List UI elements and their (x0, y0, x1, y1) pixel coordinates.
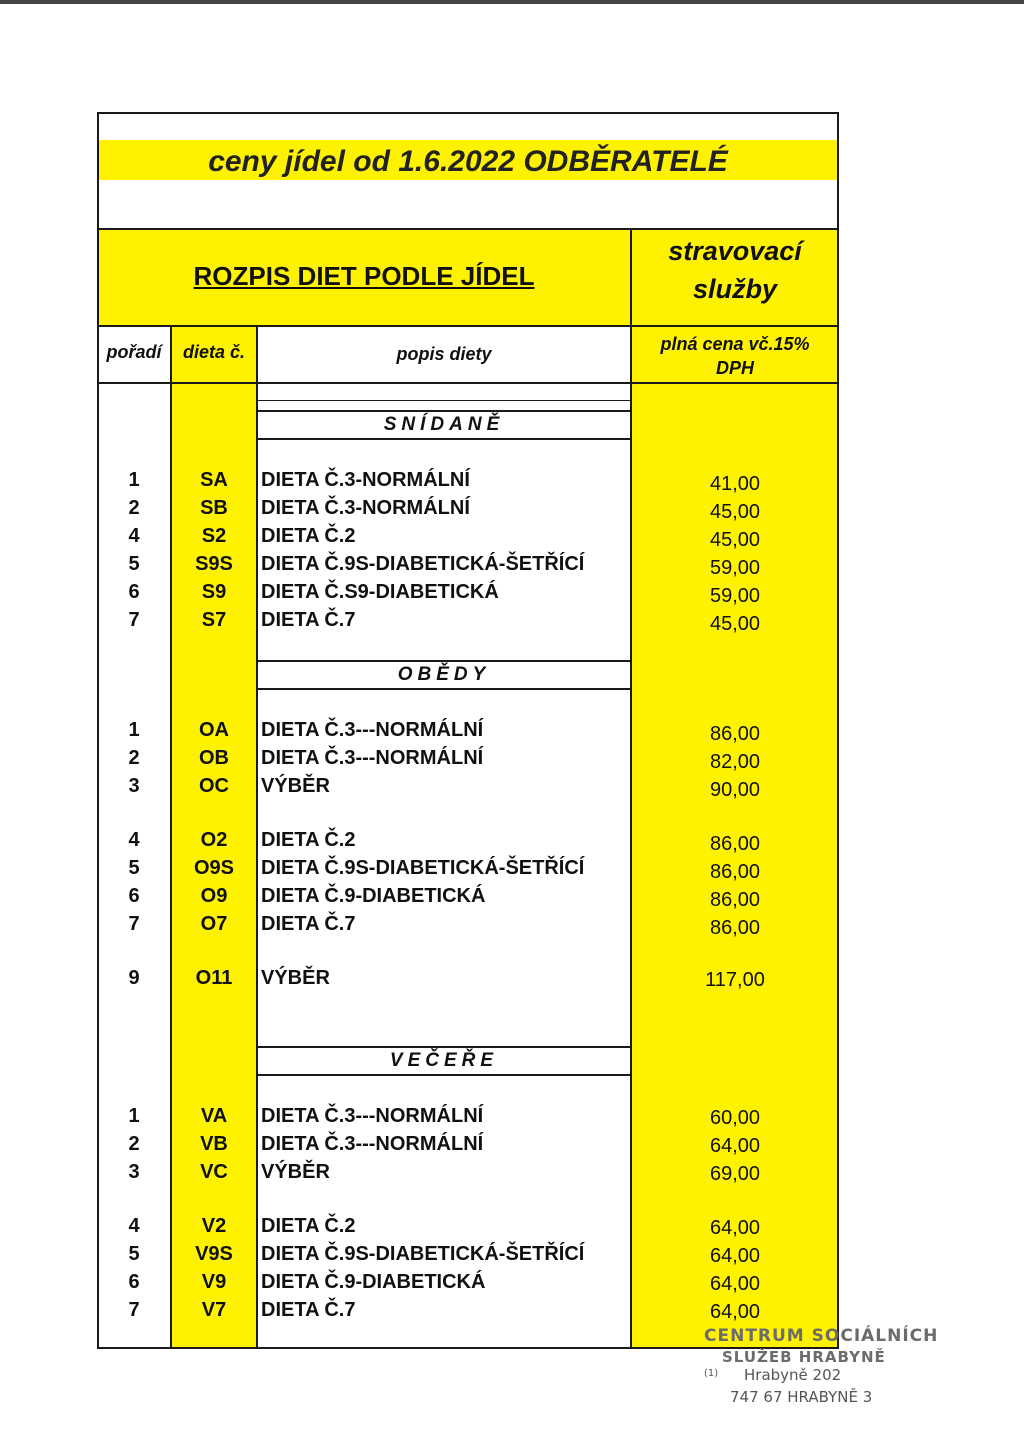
table-row (98, 854, 838, 882)
document-title: ceny jídel od 1.6.2022 ODBĚRATELÉ (208, 145, 728, 178)
row-order: 5 (128, 857, 140, 879)
row-price: 64,00 (709, 1301, 761, 1323)
row-price: 45,00 (709, 529, 761, 551)
row-price: 86,00 (709, 917, 761, 939)
stamp-line-3: Hrabyně 202 (744, 1366, 842, 1384)
row-price: 59,00 (709, 585, 761, 607)
row-description: DIETA Č.9-DIABETICKÁ (261, 1271, 486, 1293)
row-order: 2 (128, 747, 140, 769)
table-row (98, 964, 838, 992)
row-diet-code: VC (200, 1161, 228, 1183)
table-row (98, 1268, 838, 1296)
row-diet-code: SB (200, 497, 228, 519)
row-order: 6 (128, 581, 140, 603)
row-description: DIETA Č.2 (261, 829, 356, 851)
row-price: 59,00 (709, 557, 761, 579)
row-description: DIETA Č.9S-DIABETICKÁ-ŠETŘÍCÍ (261, 1243, 585, 1265)
row-price: 64,00 (709, 1273, 761, 1295)
row-diet-code: O7 (200, 913, 228, 935)
row-description: DIETA Č.7 (261, 913, 356, 935)
row-diet-code: O9S (193, 857, 235, 879)
row-description: DIETA Č.7 (261, 609, 356, 631)
row-order: 9 (128, 967, 140, 989)
row-price: 64,00 (709, 1135, 761, 1157)
section-label-dinner: VEČEŘE (389, 1050, 499, 1071)
table-row (98, 466, 838, 494)
row-order: 6 (128, 1271, 140, 1293)
row-description: DIETA Č.7 (261, 1299, 356, 1321)
table-row (98, 1240, 838, 1268)
row-description: DIETA Č.3-NORMÁLNÍ (261, 497, 470, 519)
row-order: 1 (128, 469, 140, 491)
row-diet-code: OC (199, 775, 229, 797)
row-price: 45,00 (709, 501, 761, 523)
row-description: DIETA Č.2 (261, 1215, 356, 1237)
table-row (98, 772, 838, 800)
row-price: 82,00 (709, 751, 761, 773)
row-description: DIETA Č.9S-DIABETICKÁ-ŠETŘÍCÍ (261, 857, 585, 879)
row-order: 7 (128, 1299, 140, 1321)
row-description: DIETA Č.3---NORMÁLNÍ (261, 719, 484, 741)
row-description: DIETA Č.3---NORMÁLNÍ (261, 1105, 484, 1127)
row-diet-code: O9 (200, 885, 228, 907)
row-order: 5 (128, 553, 140, 575)
row-price: 60,00 (709, 1107, 761, 1129)
table-border-top (97, 112, 839, 114)
row-price: 86,00 (709, 889, 761, 911)
row-description: VÝBĚR (261, 1161, 330, 1183)
section-box-line (256, 688, 632, 690)
row-order: 2 (128, 497, 140, 519)
divider-title (97, 228, 839, 230)
row-order: 4 (128, 829, 140, 851)
row-diet-code: S9S (195, 553, 233, 575)
divider-colheader (97, 382, 839, 384)
row-order: 2 (128, 1133, 140, 1155)
column-header-description: popis diety (396, 344, 492, 364)
row-price: 64,00 (709, 1245, 761, 1267)
table-row (98, 550, 838, 578)
divider-header (97, 325, 839, 327)
row-diet-code: OB (199, 747, 229, 769)
catering-heading: stravovací služby (668, 236, 802, 304)
table-row (98, 744, 838, 772)
row-price: 86,00 (709, 861, 761, 883)
row-order: 7 (128, 913, 140, 935)
row-order: 3 (128, 775, 140, 797)
row-price: 64,00 (709, 1217, 761, 1239)
row-order: 4 (128, 525, 140, 547)
row-description: DIETA Č.9-DIABETICKÁ (261, 885, 486, 907)
row-order: 6 (128, 885, 140, 907)
column-header-order: pořadí (106, 342, 162, 362)
row-price: 117,00 (705, 969, 765, 991)
row-description: VÝBĚR (261, 775, 330, 797)
row-price: 45,00 (709, 613, 761, 635)
section-label-lunch: OBĚDY (397, 664, 491, 685)
row-diet-code: SA (200, 469, 228, 491)
row-diet-code: V2 (201, 1215, 227, 1237)
stamp-line-1: CENTRUM SOCIÁLNÍCH (704, 1326, 939, 1346)
stamp-line-4: 747 67 HRABYNĚ 3 (730, 1388, 873, 1406)
table-row (98, 522, 838, 550)
table-row (98, 1296, 838, 1324)
row-description: DIETA Č.S9-DIABETICKÁ (261, 581, 499, 603)
table-heading: ROZPIS DIET PODLE JÍDEL (193, 261, 535, 291)
table-row (98, 716, 838, 744)
row-order: 4 (128, 1215, 140, 1237)
row-diet-code: O11 (195, 967, 233, 989)
row-price: 41,00 (709, 473, 761, 495)
table-row (98, 606, 838, 634)
table-row (98, 1212, 838, 1240)
row-diet-code: V9S (195, 1243, 233, 1265)
row-diet-code: O2 (200, 829, 228, 851)
row-diet-code: OA (199, 719, 229, 741)
row-description: DIETA Č.9S-DIABETICKÁ-ŠETŘÍCÍ (261, 553, 585, 575)
table-row (98, 882, 838, 910)
row-diet-code: VB (200, 1133, 228, 1155)
table-row (98, 1158, 838, 1186)
row-order: 7 (128, 609, 140, 631)
stamp-line-2: SLUŽEB HRABYNĚ (722, 1348, 886, 1366)
row-price: 90,00 (709, 779, 761, 801)
row-price: 86,00 (709, 833, 761, 855)
row-order: 1 (128, 719, 140, 741)
row-diet-code: S7 (201, 609, 227, 631)
row-diet-code: V9 (201, 1271, 227, 1293)
table-row (98, 578, 838, 606)
table-row (98, 1102, 838, 1130)
row-description: DIETA Č.3-NORMÁLNÍ (261, 469, 470, 491)
row-diet-code: S9 (201, 581, 227, 603)
column-header-price: plná cena vč.15% DPH (660, 334, 810, 378)
row-order: 3 (128, 1161, 140, 1183)
row-description: VÝBĚR (261, 967, 330, 989)
scan-top-edge (0, 0, 1024, 4)
table-row (98, 910, 838, 938)
section-label-breakfast: SNÍDANĚ (383, 414, 505, 435)
table-row (98, 494, 838, 522)
table-row (98, 826, 838, 854)
column-header-diet-no: dieta č. (182, 342, 246, 362)
table-row (98, 1130, 838, 1158)
row-price: 69,00 (709, 1163, 761, 1185)
row-diet-code: V7 (201, 1299, 227, 1321)
divider-small-1 (256, 400, 632, 401)
row-diet-code: VA (200, 1105, 228, 1127)
section-box-line (256, 1074, 632, 1076)
row-diet-code: S2 (201, 525, 227, 547)
section-box-line (256, 438, 632, 440)
row-order: 5 (128, 1243, 140, 1265)
row-description: DIETA Č.2 (261, 525, 356, 547)
stamp-mark: (1) (704, 1368, 719, 1379)
row-order: 1 (128, 1105, 140, 1127)
row-description: DIETA Č.3---NORMÁLNÍ (261, 747, 484, 769)
row-price: 86,00 (709, 723, 761, 745)
row-description: DIETA Č.3---NORMÁLNÍ (261, 1133, 484, 1155)
